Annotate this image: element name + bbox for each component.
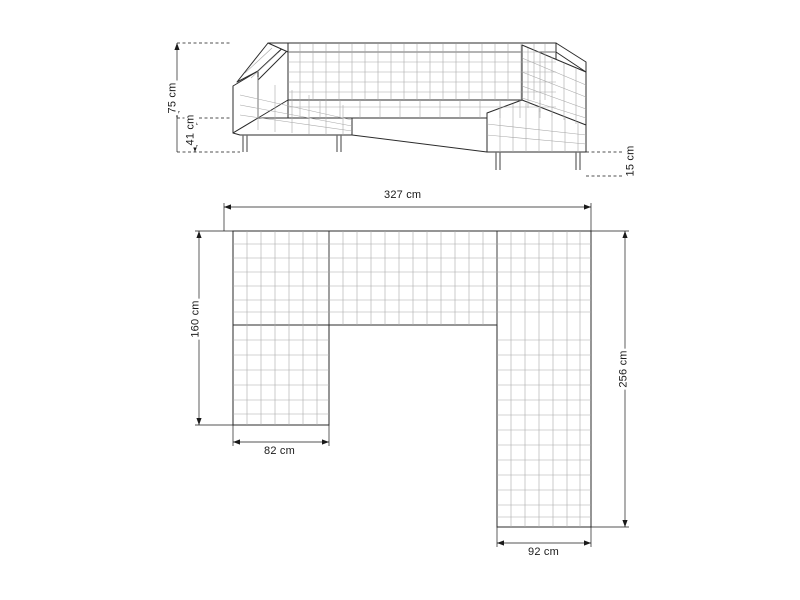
dimension-label-seat-height: 41 cm: [184, 114, 197, 146]
dimension-label-left-depth: 160 cm: [189, 300, 202, 338]
dimension-label-overall-depth: 256 cm: [617, 350, 630, 388]
dimension-label-overall-width: 327 cm: [384, 189, 422, 201]
dimension-label-left-seat-width: 82 cm: [264, 445, 295, 457]
dimension-label-right-seat-width: 92 cm: [528, 546, 559, 558]
plan-view: [195, 203, 629, 547]
dimension-label-leg-height: 15 cm: [624, 145, 637, 177]
dimension-label-overall-height: 75 cm: [166, 82, 179, 114]
perspective-view: [174, 43, 631, 176]
